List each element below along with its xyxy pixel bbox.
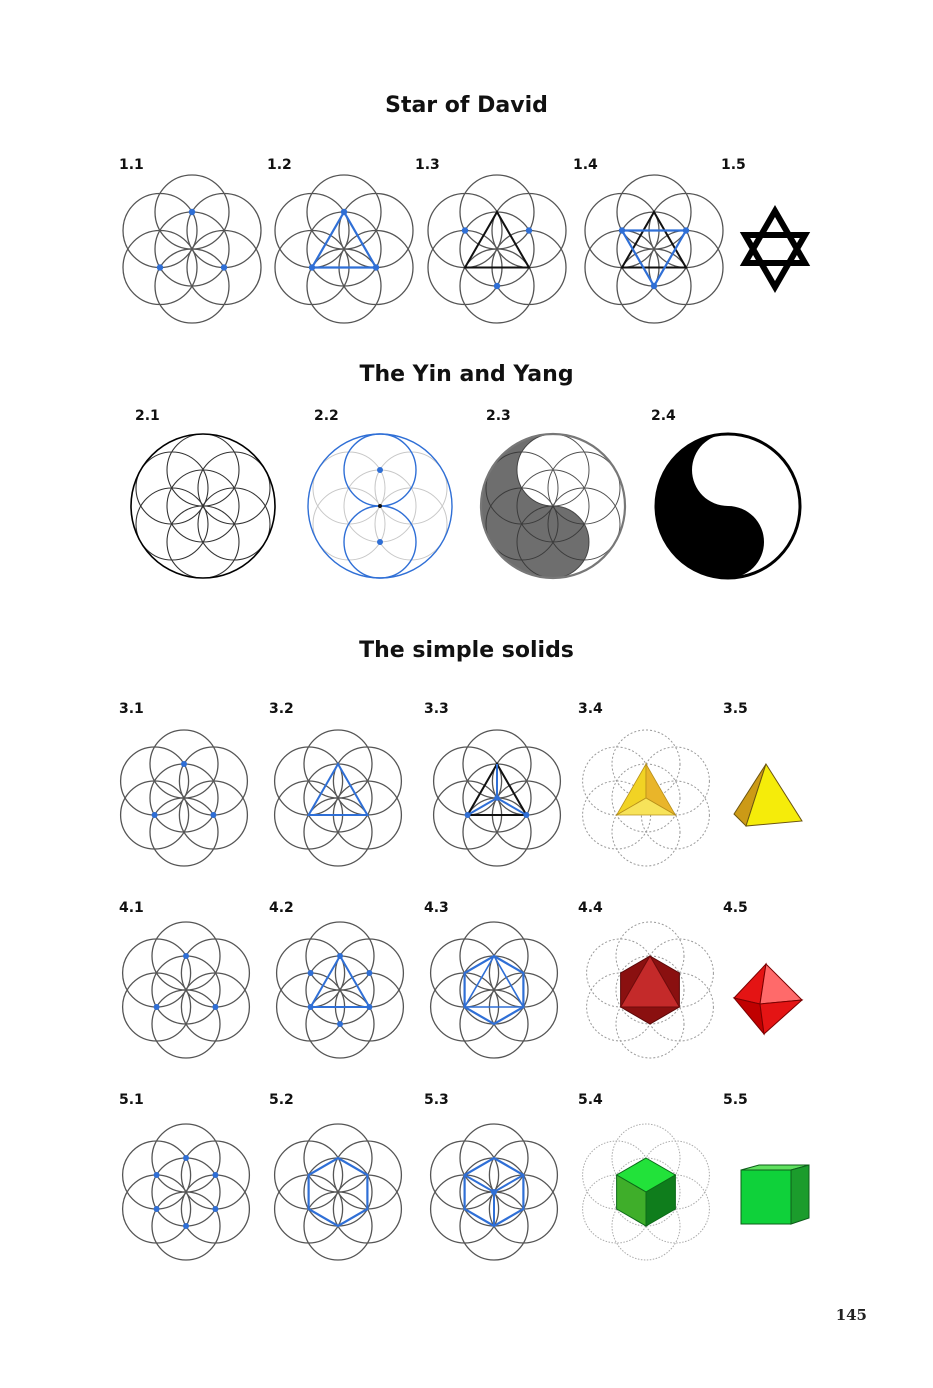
- figure-3-3-seed-tetrahedron-edges: [429, 726, 565, 870]
- figure-label-5-1: 5.1: [119, 1092, 144, 1108]
- figure-label-2-2: 2.2: [314, 408, 339, 424]
- figure-label-3-4: 3.4: [578, 701, 603, 717]
- figure-1-5-star-of-david: [737, 205, 813, 293]
- figure-2-1-enclosed-seed: [128, 431, 278, 581]
- figure-1-4-seed-hexagram: [581, 170, 727, 328]
- figure-label-2-1: 2.1: [135, 408, 160, 424]
- figure-label-3-2: 3.2: [269, 701, 294, 717]
- figure-label-3-3: 3.3: [424, 701, 449, 717]
- figure-1-3-seed-second-triangle: [424, 170, 570, 328]
- figure-3-1-seed-points: [116, 726, 252, 870]
- figure-5-1-seed-points: [118, 1120, 254, 1264]
- figure-5-4-cube-in-seed: [578, 1120, 714, 1264]
- figure-label-3-5: 3.5: [723, 701, 748, 717]
- figure-3-5-tetrahedron: [730, 760, 806, 832]
- figure-label-1-2: 1.2: [267, 157, 292, 173]
- figure-label-1-1: 1.1: [119, 157, 144, 173]
- section-title-yin-yang: The Yin and Yang: [359, 362, 574, 387]
- figure-4-4-octahedron-in-seed: [582, 918, 718, 1062]
- figure-5-3-seed-cube-edges: [426, 1120, 562, 1264]
- figure-2-4-yin-yang-symbol: [653, 431, 803, 581]
- figure-1-1-seed-pattern: [119, 170, 265, 328]
- figure-label-5-5: 5.5: [723, 1092, 748, 1108]
- figure-4-5-octahedron: [730, 960, 808, 1040]
- figure-1-2-seed-triangle: [271, 170, 417, 328]
- figure-label-1-5: 1.5: [721, 157, 746, 173]
- figure-label-1-4: 1.4: [573, 157, 598, 173]
- figure-label-3-1: 3.1: [119, 701, 144, 717]
- figure-label-4-1: 4.1: [119, 900, 144, 916]
- figure-3-2-seed-triangle: [270, 726, 406, 870]
- figure-5-2-seed-hexagon: [270, 1120, 406, 1264]
- figure-label-4-4: 4.4: [578, 900, 603, 916]
- figure-label-5-4: 5.4: [578, 1092, 603, 1108]
- section-title-star-of-david: Star of David: [385, 93, 548, 118]
- page-number: 145: [835, 1306, 867, 1324]
- figure-5-5-cube: [735, 1160, 815, 1230]
- figure-4-1-seed-points: [118, 918, 254, 1062]
- figure-3-4-tetrahedron-in-seed: [578, 726, 714, 870]
- figure-label-5-2: 5.2: [269, 1092, 294, 1108]
- figure-2-2-yin-yang-construction: [305, 431, 455, 581]
- figure-label-4-3: 4.3: [424, 900, 449, 916]
- figure-label-2-3: 2.3: [486, 408, 511, 424]
- figure-label-4-2: 4.2: [269, 900, 294, 916]
- figure-2-3-yin-yang-overlay: [478, 431, 628, 581]
- figure-label-2-4: 2.4: [651, 408, 676, 424]
- figure-label-4-5: 4.5: [723, 900, 748, 916]
- figure-label-5-3: 5.3: [424, 1092, 449, 1108]
- figure-label-1-3: 1.3: [415, 157, 440, 173]
- section-title-simple-solids: The simple solids: [359, 638, 574, 663]
- figure-4-2-seed-triangle-points: [272, 918, 408, 1062]
- figure-4-3-seed-hexagon: [426, 918, 562, 1062]
